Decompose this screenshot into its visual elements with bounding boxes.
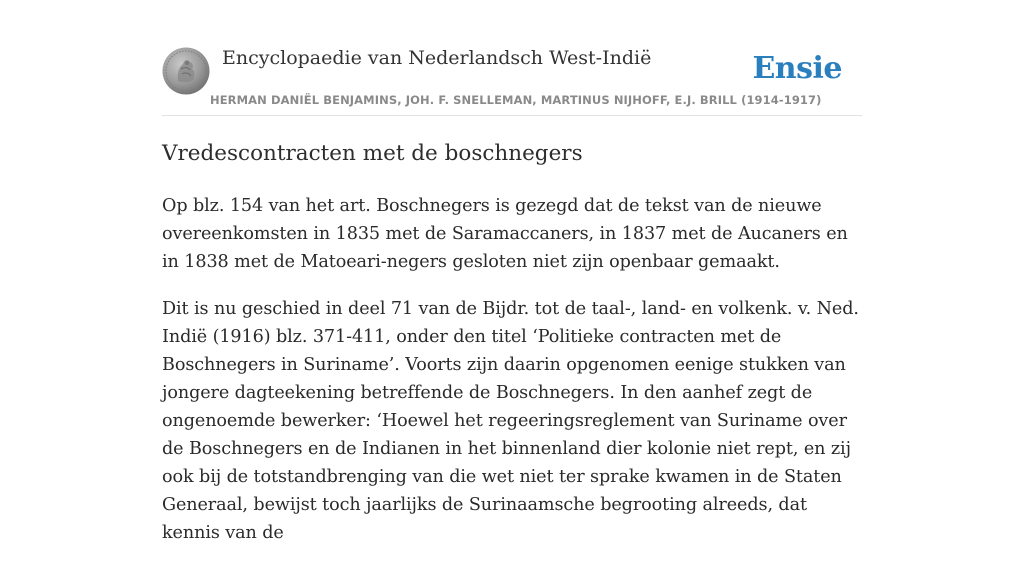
site-header (162, 46, 862, 116)
article-paragraph-1: Op blz. 154 van het art. Boschnegers is gezegd dat de tekst van de nieuwe overeenkomsten in 1835 met de Saramaccaners, in 1837 met de Aucaners en in 1838 met de Matoeari-negers gesloten niet zijn openbaar gemaakt. (162, 196, 848, 272)
article-content (162, 138, 867, 566)
book-title[interactable]: Encyclopaedie van Nederlandsch West-Indië (222, 47, 652, 69)
ensie-logo-link[interactable]: Ensie (752, 51, 842, 86)
authors-line: HERMAN DANIËL BENJAMINS, JOH. F. SNELLEMAN, MARTINUS NIJHOFF, E.J. BRILL (1914-1917) (210, 93, 822, 107)
article-title: Vredescontracten met de boschnegers (162, 141, 583, 166)
coin-seal-icon (162, 47, 210, 95)
article-paragraph-2: Dit is nu geschied in deel 71 van de Bijdr. tot de taal-, land- en volkenk. v. Ned. Indië (1916) blz. 371-411, onder den titel ‘Politieke contracten met de Boschnegers in Suriname’. Voorts zijn daarin opgenomen eenige stukken van jongere dagteekening betreffende de Boschnegers. In den aanhef zegt de ongenoemde bewerker: ‘Hoewel het regeeringsreglement van Suriname over de Boschnegers en de Indianen in het binnenland dier kolonie niet rept, en zij ook bij de totstandbrenging van die wet niet ter sprake kwamen in de Staten Generaal, bewijst toch jaarlijks de Surinaamsche begrooting alreeds, dat kennis van de (162, 299, 859, 543)
